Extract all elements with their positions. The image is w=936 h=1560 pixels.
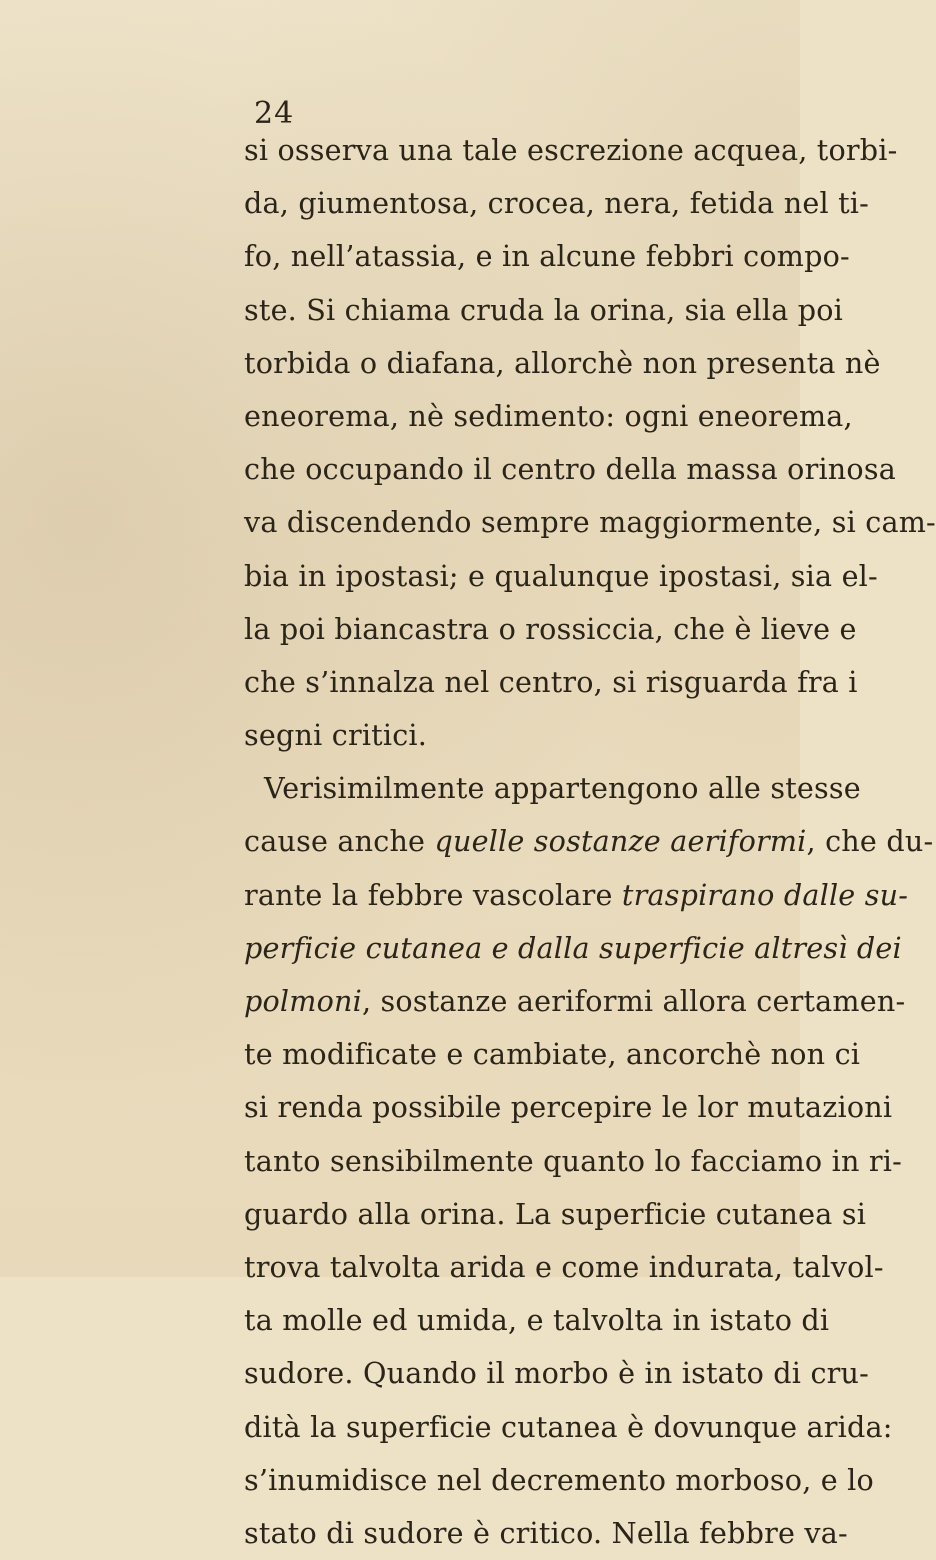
text-segment: trova talvolta arida e come indurata, talvol- — [244, 1249, 884, 1284]
text-line — [244, 975, 906, 1028]
text-line — [244, 390, 853, 443]
text-line — [244, 284, 844, 337]
text-line — [244, 656, 858, 709]
text-segment: rante la febbre vascolare — [244, 877, 622, 912]
text-line — [244, 1454, 874, 1507]
text-line — [244, 1241, 884, 1294]
italic-text-segment: perficie cutanea e dalla superficie altresì dei — [244, 930, 902, 965]
text-segment: cause anche — [244, 824, 435, 859]
text-line — [244, 1294, 830, 1347]
text-segment: segni critici. — [244, 718, 428, 753]
text-segment: la poi biancastra o rossiccia, che è lieve e — [244, 611, 857, 646]
text-line — [244, 177, 869, 230]
text-line — [244, 922, 902, 975]
text-segment: ste. Si chiama cruda la orina, sia ella poi — [244, 292, 844, 327]
text-line — [244, 1081, 893, 1134]
text-line — [244, 1347, 869, 1400]
text-line — [244, 550, 878, 603]
text-segment: s’inumidisce nel decremento morboso, e lo — [244, 1462, 874, 1497]
text-segment: da, giumentosa, crocea, nera, fetida nel ti- — [244, 186, 869, 221]
italic-text-segment: quelle sostanze aeriformi — [434, 824, 807, 859]
text-segment: ta molle ed umida, e talvolta in istato di — [244, 1303, 830, 1338]
text-line — [244, 1028, 861, 1081]
text-line — [244, 815, 934, 868]
text-line — [244, 443, 896, 496]
text-segment: che occupando il centro della massa orinosa — [244, 452, 896, 487]
text-line — [244, 1507, 848, 1560]
text-segment: fo, nell’atassia, e in alcune febbri compo- — [244, 239, 850, 274]
text-line — [244, 1135, 902, 1188]
italic-text-segment: traspirano dalle su- — [621, 877, 909, 912]
page-number: 24 — [254, 96, 295, 131]
text-segment: che s’innalza nel centro, si risguarda fra i — [244, 664, 858, 699]
text-segment: guardo alla orina. La superficie cutanea si — [244, 1196, 867, 1231]
text-line — [244, 496, 936, 549]
text-line — [244, 230, 850, 283]
text-segment: tanto sensibilmente quanto lo facciamo in ri- — [244, 1143, 902, 1178]
text-segment: , sostanze aeriformi allora certamen- — [361, 984, 906, 1018]
text-segment: dità la superficie cutanea è dovunque arida: — [244, 1409, 893, 1444]
text-line — [244, 337, 881, 390]
text-segment: eneorema, nè sedimento: ogni eneorema, — [244, 398, 853, 433]
text-line — [244, 709, 780, 762]
text-line — [244, 1401, 893, 1454]
text-segment: stato di sudore è critico. Nella febbre va- — [244, 1515, 848, 1550]
text-segment: torbida o diafana, allorchè non presenta nè — [244, 345, 881, 380]
text-line — [244, 762, 861, 815]
text-segment: bia in ipostasi; e qualunque ipostasi, sia el- — [244, 558, 878, 593]
text-segment: sudore. Quando il morbo è in istato di cru- — [244, 1356, 869, 1391]
italic-text-segment: polmoni — [244, 984, 362, 1018]
text-line — [244, 1188, 867, 1241]
text-segment: , che du- — [806, 824, 934, 859]
text-line — [244, 869, 909, 922]
text-segment: Verisimilmente appartengono alle stesse — [264, 771, 861, 806]
text-segment: si renda possibile percepire le lor mutazioni — [244, 1090, 893, 1125]
text-segment: te modificate e cambiate, ancorchè non ci — [244, 1037, 861, 1072]
text-line — [244, 124, 898, 177]
body-text — [244, 124, 936, 1560]
text-line — [244, 603, 857, 656]
text-segment: si osserva una tale escrezione acquea, torbi- — [244, 133, 898, 167]
text-segment: va discendendo sempre maggiormente, si cam- — [244, 505, 936, 540]
